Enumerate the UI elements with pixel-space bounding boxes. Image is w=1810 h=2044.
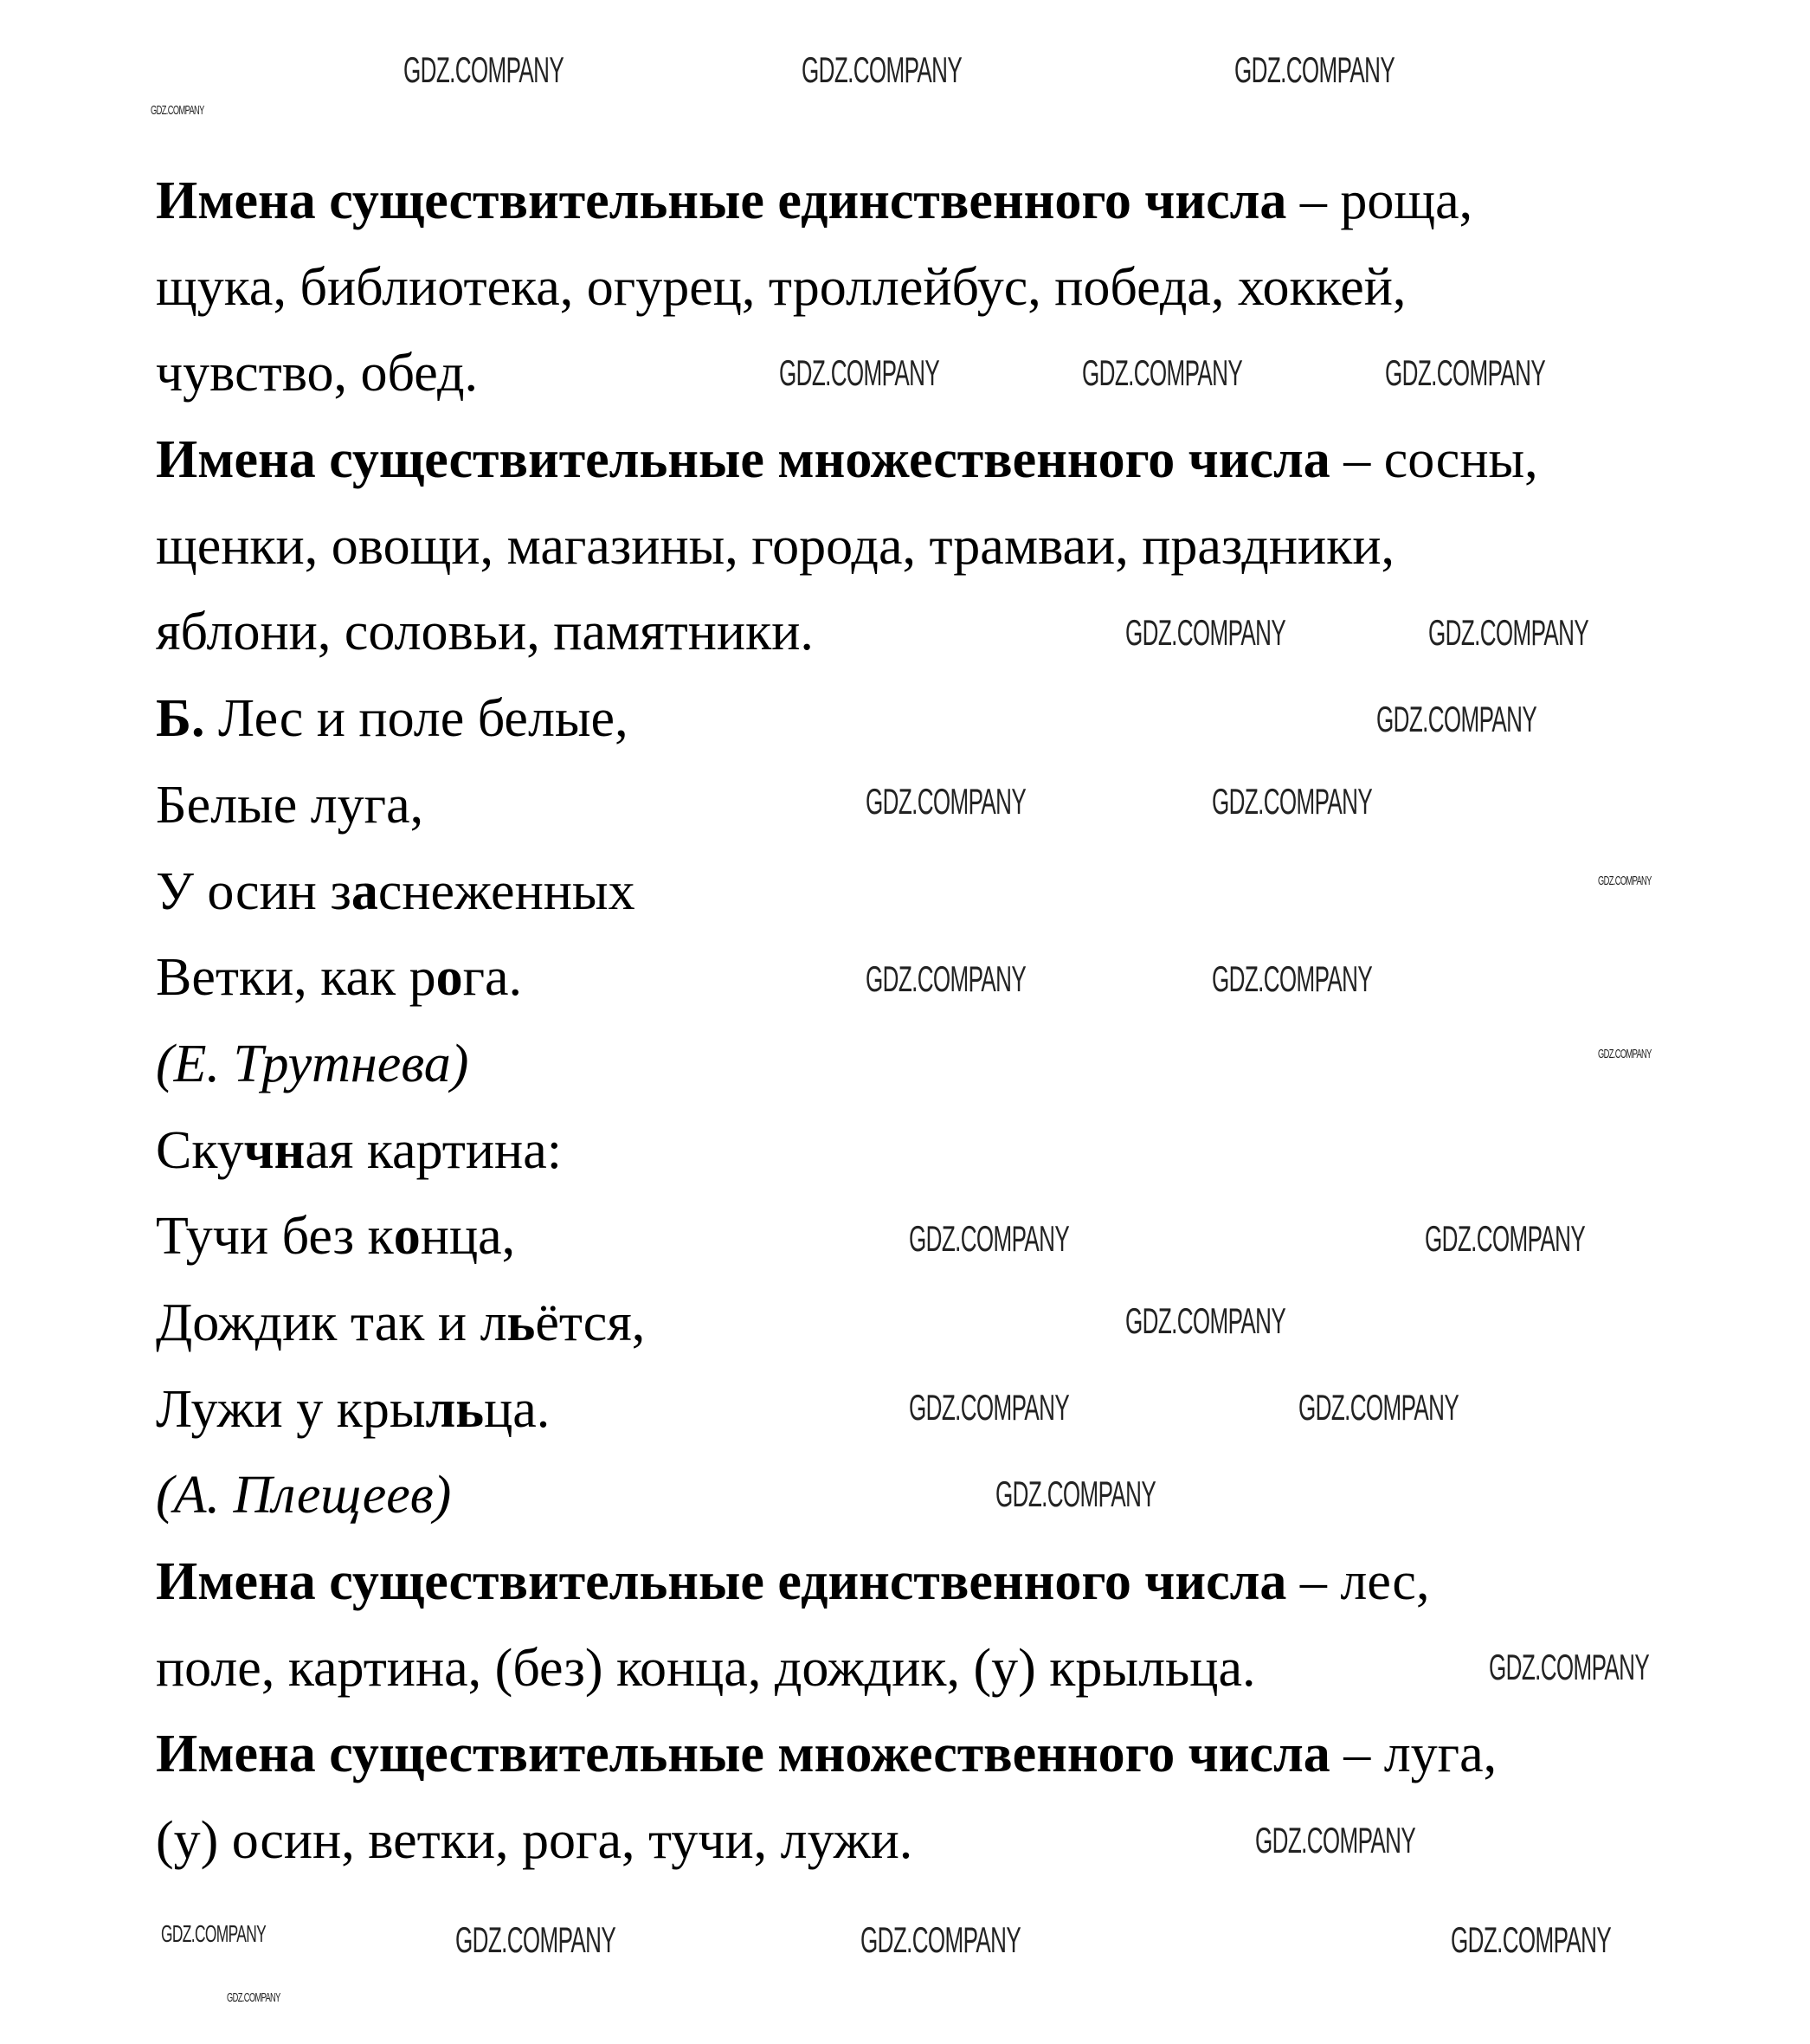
- text-line: поле, картина, (без) конца, дождик, (у) крыльца.: [156, 1638, 1256, 1698]
- poem-author: [156, 1022, 468, 1108]
- watermark: GDZ.COMPANY: [1598, 874, 1652, 888]
- word-list: – роща,: [1286, 171, 1473, 230]
- poem-text: Ветки, как р: [156, 948, 436, 1008]
- poem-text: ётся,: [535, 1293, 646, 1352]
- watermark: GDZ.COMPANY: [909, 1218, 1070, 1259]
- text-line: щенки, овощи, магазины, города, трамваи, праздники,: [156, 516, 1395, 576]
- heading-plural: Имена существительные множественного числа: [156, 1725, 1330, 1784]
- poem-text: ца.: [484, 1379, 551, 1439]
- poem-text: У осин з: [156, 861, 351, 921]
- poem-line: [156, 676, 628, 763]
- watermark: GDZ.COMPANY: [1298, 1387, 1459, 1428]
- watermark: GDZ.COMPANY: [866, 958, 1027, 999]
- text-line: щука, библиотека, огурец, троллейбус, победа, хоккей,: [156, 257, 1407, 317]
- highlighted-letter: ь: [506, 1293, 536, 1352]
- watermark: GDZ.COMPANY: [909, 1387, 1070, 1428]
- watermark: GDZ.COMPANY: [1082, 352, 1243, 393]
- watermark: GDZ.COMPANY: [802, 49, 963, 90]
- watermark: GDZ.COMPANY: [1255, 1820, 1416, 1860]
- poem-line: [156, 849, 635, 936]
- poem-text: Лужи у кры: [156, 1379, 426, 1439]
- highlighted-letter: ль: [425, 1379, 485, 1439]
- highlighted-letter: о: [435, 948, 463, 1008]
- highlighted-letter: о: [393, 1207, 421, 1267]
- text-line: [156, 1539, 1429, 1626]
- poem-text: Лес и поле белые,: [204, 689, 628, 749]
- document-body: [156, 158, 1714, 1885]
- poem-text: Тучи без к: [156, 1207, 394, 1267]
- watermark: GDZ.COMPANY: [1428, 612, 1589, 653]
- author-name: (А. Плещеев): [156, 1466, 452, 1525]
- poem-text: ая картина:: [305, 1120, 562, 1180]
- poem-author: [156, 1453, 451, 1539]
- heading-singular: Имена существительные единственного числа: [156, 171, 1287, 230]
- highlighted-letter: чн: [243, 1120, 306, 1180]
- poem-line: Белые луга,: [156, 775, 424, 835]
- watermark: GDZ.COMPANY: [1385, 352, 1546, 393]
- section-marker: Б.: [156, 689, 205, 749]
- watermark: GDZ.COMPANY: [1125, 1300, 1286, 1341]
- watermark: GDZ.COMPANY: [161, 1920, 267, 1947]
- heading-singular: Имена существительные единственного числа: [156, 1552, 1287, 1611]
- poem-text: га.: [462, 948, 523, 1008]
- text-line: [156, 158, 1472, 245]
- watermark: GDZ.COMPANY: [1451, 1919, 1612, 1960]
- watermark: GDZ.COMPANY: [1598, 1047, 1652, 1061]
- poem-line: [156, 1194, 515, 1280]
- watermark: GDZ.COMPANY: [1234, 49, 1395, 90]
- poem-line: [156, 1367, 550, 1454]
- poem-line: [156, 935, 522, 1022]
- watermark: GDZ.COMPANY: [1212, 781, 1373, 822]
- text-line: [156, 1712, 1497, 1798]
- watermark: GDZ.COMPANY: [1489, 1647, 1650, 1687]
- watermark: GDZ.COMPANY: [1212, 958, 1373, 999]
- poem-text: снеженных: [377, 861, 635, 921]
- text-line: [156, 417, 1538, 504]
- poem-text: нца,: [420, 1207, 516, 1267]
- watermark: GDZ.COMPANY: [860, 1919, 1021, 1960]
- watermark: GDZ.COMPANY: [1425, 1218, 1586, 1259]
- watermark: GDZ.COMPANY: [403, 49, 564, 90]
- poem-text: Дождик так и л: [156, 1293, 507, 1352]
- watermark: GDZ.COMPANY: [866, 781, 1027, 822]
- heading-plural: Имена существительные множественного числа: [156, 430, 1330, 490]
- poem-text: Ску: [156, 1120, 244, 1180]
- watermark: GDZ.COMPANY: [455, 1919, 616, 1960]
- watermark: GDZ.COMPANY: [151, 103, 204, 118]
- word-list: – луга,: [1330, 1725, 1498, 1784]
- word-list: – сосны,: [1330, 430, 1538, 490]
- text-line: яблони, соловьи, памятники.: [156, 603, 814, 662]
- author-name: (Е. Трутнева): [156, 1034, 469, 1093]
- watermark: GDZ.COMPANY: [1125, 612, 1286, 653]
- watermark: GDZ.COMPANY: [995, 1473, 1156, 1514]
- word-list: – лес,: [1286, 1552, 1430, 1611]
- watermark: GDZ.COMPANY: [227, 1990, 280, 2005]
- text-line: (у) осин, ветки, рога, тучи, лужи.: [156, 1811, 913, 1871]
- highlighted-letter: а: [351, 861, 378, 921]
- watermark: GDZ.COMPANY: [1376, 699, 1537, 739]
- poem-line: [156, 1108, 562, 1195]
- poem-line: [156, 1280, 645, 1367]
- watermark: GDZ.COMPANY: [779, 352, 940, 393]
- text-line: чувство, обед.: [156, 344, 479, 403]
